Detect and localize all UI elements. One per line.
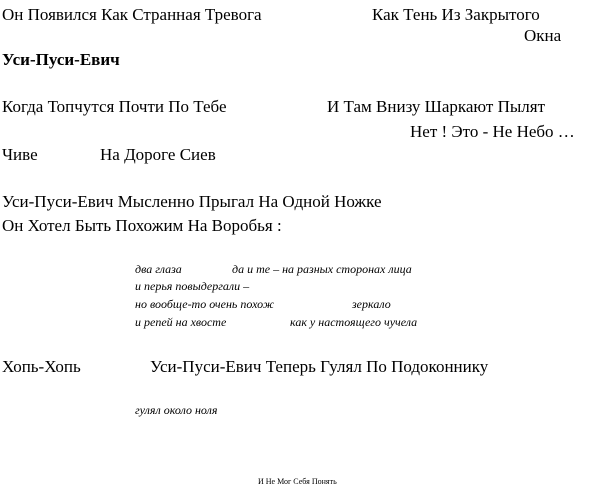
stanza-line-1-b: да и те – на разных сторонах лица: [232, 262, 412, 276]
poem-line-8-a: Хопь-Хопь: [2, 357, 81, 376]
poem-line-1-right-continued: Окна: [524, 26, 562, 45]
poem-line-2: Уси-Пуси-Евич: [2, 50, 120, 69]
poem-line-4: Нет ! Это - Не Небо …: [410, 122, 575, 141]
stanza-line-5: гулял около ноля: [135, 403, 218, 417]
stanza-line-2: и перья повыдергали –: [135, 279, 250, 293]
poem-line-5-a: Чиве: [2, 145, 38, 164]
poem-line-3-left: Когда Топчутся Почти По Тебе: [2, 97, 227, 116]
stanza-line-3-b: зеркало: [352, 297, 391, 311]
poem-line-1-left: Он Появился Как Странная Тревога: [2, 5, 262, 24]
poem-line-7: Он Хотел Быть Похожим На Воробья :: [2, 216, 282, 235]
stanza-line-1-a: два глаза: [135, 262, 182, 276]
poem-line-8-b: Уси-Пуси-Евич Теперь Гулял По Подоконнику: [150, 357, 489, 376]
footer-line: И Не Мог Себя Понять: [258, 477, 337, 486]
poem-line-1-right: Как Тень Из Закрытого: [372, 5, 540, 24]
poem-line-3-right: И Там Внизу Шаркают Пылят: [327, 97, 546, 116]
stanza-line-4-b: как у настоящего чучела: [290, 315, 418, 329]
stanza-line-4-a: и репей на хвосте: [135, 315, 227, 329]
stanza-line-3-a: но вообще-то очень похож: [135, 297, 275, 311]
poem-line-6: Уси-Пуси-Евич Мысленно Прыгал На Одной Ножке: [2, 192, 382, 211]
poem-line-5-b: На Дороге Сиев: [100, 145, 216, 164]
